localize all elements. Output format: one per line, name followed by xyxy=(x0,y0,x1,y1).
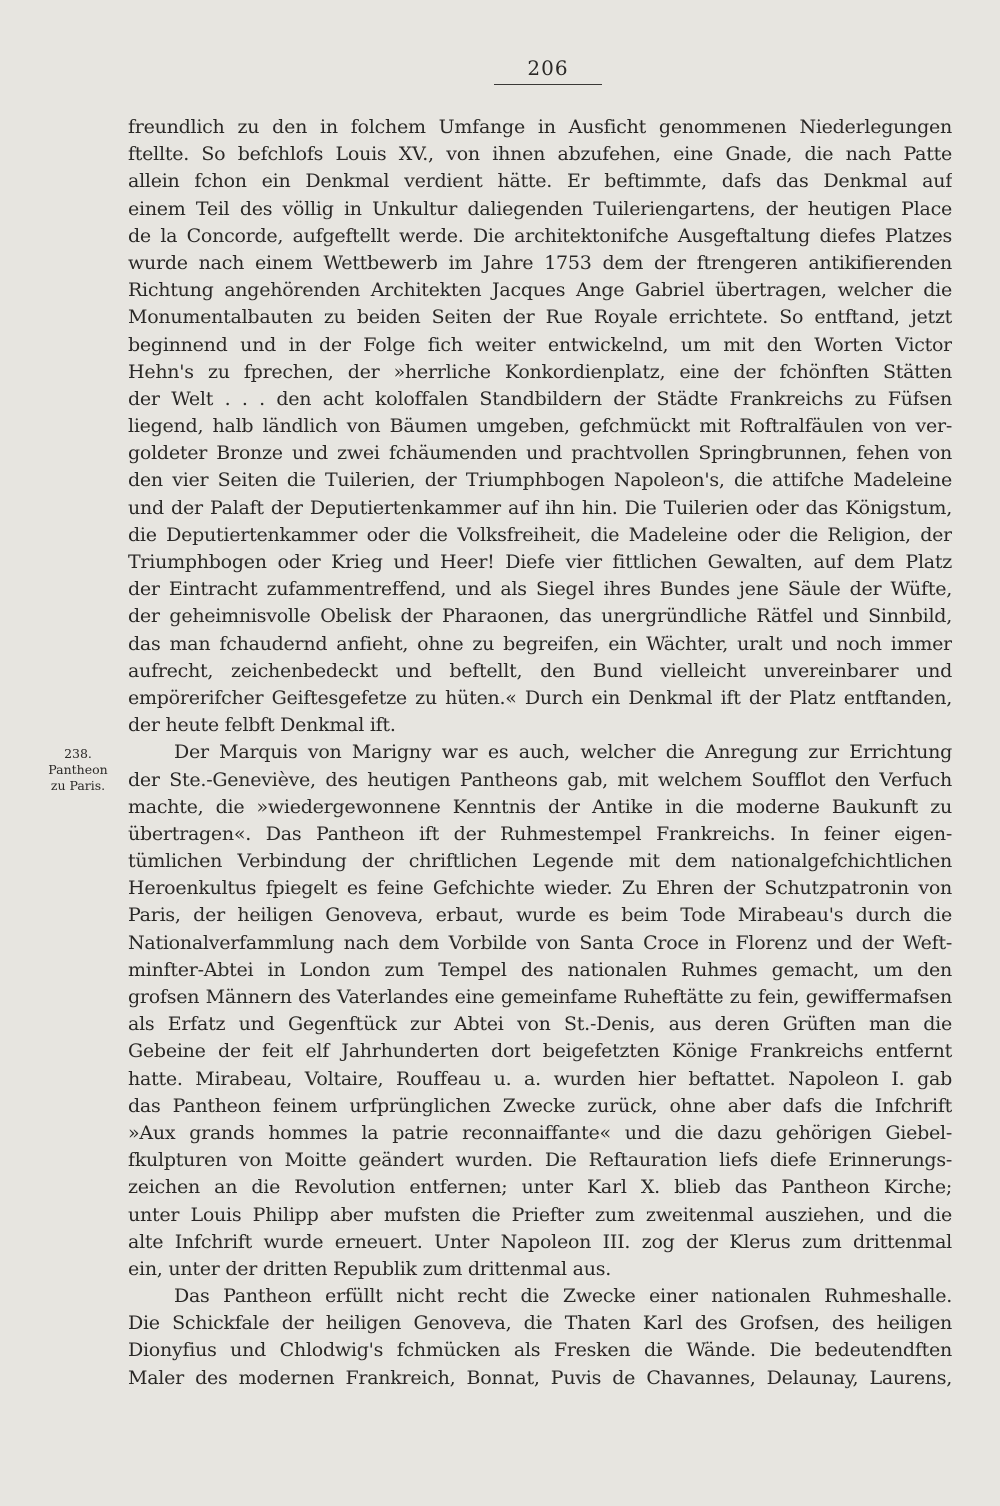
text-line: wurde nach einem Wettbewerb im Jahre 1753 dem der ftrengeren antikifierenden xyxy=(128,251,952,274)
text-line: den vier Seiten die Tuilerien, der Triumphbogen Napoleon's, die attifche Madeleine xyxy=(128,469,952,492)
text-line: »Aux grands hommes la patrie reconnaiffante« und die dazu gehörigen Giebel- xyxy=(128,1121,952,1144)
text-line: tümlichen Verbindung der chriftlichen Legende mit dem nationalgefchichtlichen xyxy=(128,850,952,873)
body-text xyxy=(128,114,952,1392)
text-line: Der Marquis von Marigny war es auch, welcher die Anregung zur Errichtung xyxy=(174,741,952,764)
text-line: fkulpturen von Moitte geändert wurden. Die Reftauration liefs diefe Erinnerungs- xyxy=(128,1149,952,1172)
text-line: ein, unter der dritten Republik zum drittenmal aus. xyxy=(128,1257,612,1280)
text-line: Triumphbogen oder Krieg und Heer! Diefe vier fittlichen Gewalten, auf dem Platz xyxy=(128,551,952,573)
text-line: Maler des modernen Frankreich, Bonnat, Puvis de Chavannes, Delaunay, Laurens, xyxy=(128,1366,952,1389)
text-line: hatte. Mirabeau, Voltaire, Rouffeau u. a. wurden hier beftattet. Napoleon I. gab xyxy=(128,1067,952,1090)
text-line: die Deputiertenkammer oder die Volksfreiheit, die Madeleine oder die Religion, der xyxy=(128,523,952,546)
text-line: aufrecht, zeichenbedeckt und beftellt, den Bund vielleicht unvereinbarer und xyxy=(128,659,952,682)
text-line: minfter-Abtei in London zum Tempel des nationalen Ruhmes gemacht, um den xyxy=(128,958,952,981)
paragraph xyxy=(128,114,952,739)
text-line: ftellte. So befchlofs Louis XV., von ihnen abzufehen, eine Gnade, die nach Patte xyxy=(128,143,952,166)
text-line: Hehn's zu fprechen, der »herrliche Konkordienplatz, eine der fchönften Stätten xyxy=(128,360,952,383)
text-line: allein fchon ein Denkmal verdient hätte. Er beftimmte, dafs das Denkmal auf xyxy=(128,170,952,193)
text-line: Die Schickfale der heiligen Genoveva, die Thaten Karl des Grofsen, des heiligen xyxy=(128,1312,952,1335)
text-line: das man fchaudernd anfieht, ohne zu begreifen, ein Wächter, uralt und noch immer xyxy=(128,632,952,655)
text-line: unter Louis Philipp aber mufsten die Priefter zum zweitenmal ausziehen, und die xyxy=(128,1203,952,1226)
page-number: 206 xyxy=(527,56,569,80)
text-line: übertragen«. Das Pantheon ift der Ruhmestempel Frankreichs. In feiner eigen- xyxy=(128,822,952,845)
text-line: goldeter Bronze und zwei fchäumenden und prachtvollen Springbrunnen, fehen von xyxy=(128,442,952,465)
margin-note xyxy=(36,746,120,794)
header-rule xyxy=(494,84,602,85)
text-line: das Pantheon feinem urfprünglichen Zwecke zurück, ohne aber dafs die Infchrift xyxy=(128,1094,952,1117)
text-line: Nationalverfammlung nach dem Vorbilde von Santa Croce in Florenz und der Weft- xyxy=(128,931,952,954)
text-line: der Welt . . . den acht koloffalen Standbildern der Städte Frankreichs zu Füfsen xyxy=(128,387,952,410)
text-line: beginnend und in der Folge fich weiter entwickelnd, um mit den Worten Victor xyxy=(128,333,952,356)
text-line: der Ste.-Geneviève, des heutigen Pantheons gab, mit welchem Soufflot den Verfuch xyxy=(128,768,952,791)
text-line: Heroenkultus fpiegelt es feine Gefchichte wieder. Zu Ehren der Schutzpatronin von xyxy=(128,877,952,900)
text-line: der geheimnisvolle Obelisk der Pharaonen, das unergründliche Rätfel und Sinnbild, xyxy=(128,605,952,628)
text-line: als Erfatz und Gegenftück zur Abtei von St.-Denis, aus deren Grüften man die xyxy=(128,1013,952,1036)
text-line: Monumentalbauten zu beiden Seiten der Rue Royale errichtete. So entftand, jetzt xyxy=(128,306,952,329)
margin-note-line1: Pantheon xyxy=(48,762,108,777)
text-line: freundlich zu den in folchem Umfange in Ausficht genommenen Niederlegungen xyxy=(128,116,952,138)
text-line: der Eintracht zufammentreffend, und als Siegel ihres Bundes jene Säule der Wüfte, xyxy=(128,578,952,601)
text-line: grofsen Männern des Vaterlandes eine gemeinfame Ruheftätte zu fein, gewiffermafsen xyxy=(128,986,952,1008)
paragraph xyxy=(128,1283,952,1392)
paragraph xyxy=(128,739,952,1283)
text-line: zeichen an die Revolution entfernen; unter Karl X. blieb das Pantheon Kirche; xyxy=(128,1176,952,1199)
text-line: de la Concorde, aufgeftellt werde. Die architektonifche Ausgeftaltung diefes Platzes xyxy=(128,224,952,247)
margin-note-line2: zu Paris. xyxy=(50,778,106,793)
text-line: der heute felbft Denkmal ift. xyxy=(128,714,396,737)
text-line: liegend, halb ländlich von Bäumen umgeben, gefchmückt mit Roftralfäulen von ver- xyxy=(128,415,952,438)
text-line: empörerifcher Geiftesgefetze zu hüten.« Durch ein Denkmal ift der Platz entftanden, xyxy=(128,686,952,709)
text-line: Das Pantheon erfüllt nicht recht die Zwecke einer nationalen Ruhmeshalle. xyxy=(174,1285,952,1308)
text-line: Dionyfius und Chlodwig's fchmücken als Fresken die Wände. Die bedeutendften xyxy=(128,1339,952,1362)
text-line: einem Teil des völlig in Unkultur daliegenden Tuileriengartens, der heutigen Place xyxy=(128,197,952,220)
text-line: Richtung angehörenden Architekten Jacques Ange Gabriel übertragen, welcher die xyxy=(128,279,952,302)
text-line: alte Infchrift wurde erneuert. Unter Napoleon III. zog der Klerus zum drittenmal xyxy=(128,1230,952,1253)
text-line: und der Palaft der Deputiertenkammer auf ihn hin. Die Tuilerien oder das Königstum, xyxy=(128,496,952,519)
text-line: Gebeine der feit elf Jahrhunderten dort beigefetzten Könige Frankreichs entfernt xyxy=(128,1040,952,1063)
margin-note-number: 238. xyxy=(64,746,92,761)
text-line: machte, die »wiedergewonnene Kenntnis der Antike in die moderne Baukunft zu xyxy=(128,795,952,818)
text-line: Paris, der heiligen Genoveva, erbaut, wurde es beim Tode Mirabeau's durch die xyxy=(128,904,952,927)
